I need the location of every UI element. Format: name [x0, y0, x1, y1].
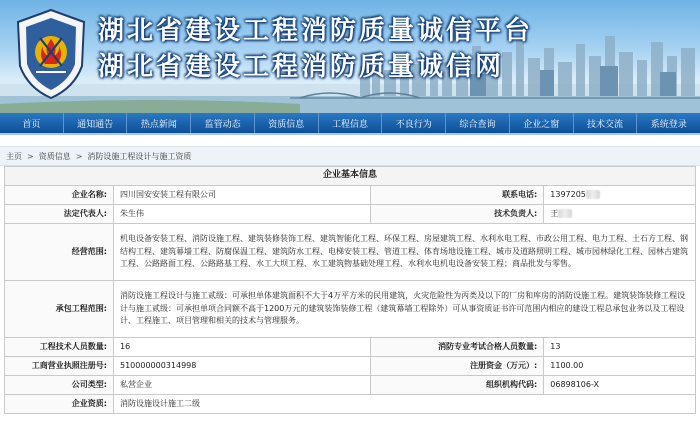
legal-value: 朱生伟 — [114, 205, 371, 224]
nav-tech-exchange[interactable]: 技术交流 — [574, 113, 638, 133]
staff-label: 工程技术人员数量: — [5, 338, 114, 357]
reg-value: 510000000314998 — [114, 357, 371, 376]
section-title: 企业基本信息 — [5, 167, 696, 186]
header-banner — [0, 0, 700, 113]
breadcrumb-separator: > — [27, 151, 34, 161]
contract-label: 承包工程范围: — [5, 281, 114, 338]
breadcrumb-home[interactable]: 主页 — [6, 151, 22, 161]
redacted-mask — [558, 209, 572, 218]
nav-hot-news[interactable]: 热点新闻 — [127, 113, 191, 133]
tech-cell — [544, 205, 696, 224]
nav-bad-behavior[interactable]: 不良行为 — [382, 113, 446, 133]
breadcrumb — [0, 146, 700, 166]
type-label: 公司类型: — [5, 376, 114, 395]
nav-projects[interactable]: 工程信息 — [319, 113, 383, 133]
capital-label: 注册资金（万元）: — [371, 357, 544, 376]
exam-value: 13 — [544, 338, 696, 357]
tech-value: 王 — [550, 208, 559, 218]
qual-label: 企业资质: — [5, 395, 114, 414]
exam-label: 消防专业考试合格人员数量: — [371, 338, 544, 357]
capital-value: 1100.00 — [544, 357, 696, 376]
company-value: 四川国安安装工程有限公司 — [114, 186, 371, 205]
type-value: 私营企业 — [114, 376, 371, 395]
site-title: 湖北省建设工程消防质量诚信网 — [98, 52, 505, 82]
breadcrumb-qualification[interactable]: 资质信息 — [38, 151, 71, 161]
phone-cell — [544, 186, 696, 205]
org-label: 组织机构代码: — [371, 376, 544, 395]
company-label: 企业名称: — [5, 186, 114, 205]
nav-notices[interactable]: 通知通告 — [64, 113, 128, 133]
qual-value: 消防设施设计施工二级 — [114, 395, 696, 414]
phone-value: 1397205 — [550, 189, 586, 199]
nav-search[interactable]: 综合查询 — [446, 113, 510, 133]
main-nav — [0, 113, 700, 135]
phone-label: 联系电话: — [371, 186, 544, 205]
scope-value: 机电设备安装工程、消防设施工程、建筑装修装饰工程、建筑智能化工程、环保工程、房屋建筑工程、水利水电工程、市政公用工程、电力工程、土石方工程、钢结构工程、建筑幕墙工程、防腐保温工程、建筑防水工程、电梯安装工程、管道工程、体育场地设施工程、城市及道路照明工程、城市园林绿化工程、园林古建筑工程、公路路面工程、公路路基工程、水工大坝工程、水工建筑物基础处理工程、水利水电机电设备安装工程；商品批发与零售。 — [114, 224, 696, 281]
contract-value: 消防设施工程设计与施工贰级：可承担单体建筑面积不大于4万平方米的民用建筑，火灾危险性为丙类及以下的厂房和库房的消防设施工程。建筑装饰装修工程设计与施工贰级：可承担单项合同额不高于1200万元的建筑装饰装修工程（建筑幕墙工程除外）可从事资质证书许可范围内相应的建设工程总承包业务以及工程设计、工程施工、项目管理和相关的技术与管理服务。 — [114, 281, 696, 338]
breadcrumb-separator: > — [75, 151, 83, 161]
legal-label: 法定代表人: — [5, 205, 114, 224]
scope-label: 经营范围: — [5, 224, 114, 281]
nav-supervision[interactable]: 监管动态 — [191, 113, 255, 133]
fire-emblem-icon — [14, 8, 88, 100]
tech-label: 技术负责人: — [371, 205, 544, 224]
platform-title: 湖北省建设工程消防质量诚信平台 — [98, 16, 534, 46]
nav-enterprise[interactable]: 企业之窗 — [510, 113, 574, 133]
nav-home[interactable]: 首页 — [0, 113, 64, 133]
org-value: 06898106-X — [544, 376, 696, 395]
nav-qualification[interactable]: 资质信息 — [255, 113, 319, 133]
redacted-mask — [586, 190, 600, 199]
reg-label: 工商营业执照注册号: — [5, 357, 114, 376]
enterprise-info-table — [4, 166, 696, 414]
breadcrumb-current[interactable]: 消防设施工程设计与施工资质 — [87, 151, 192, 161]
nav-login[interactable]: 系统登录 — [650, 119, 687, 130]
staff-value: 16 — [114, 338, 371, 357]
